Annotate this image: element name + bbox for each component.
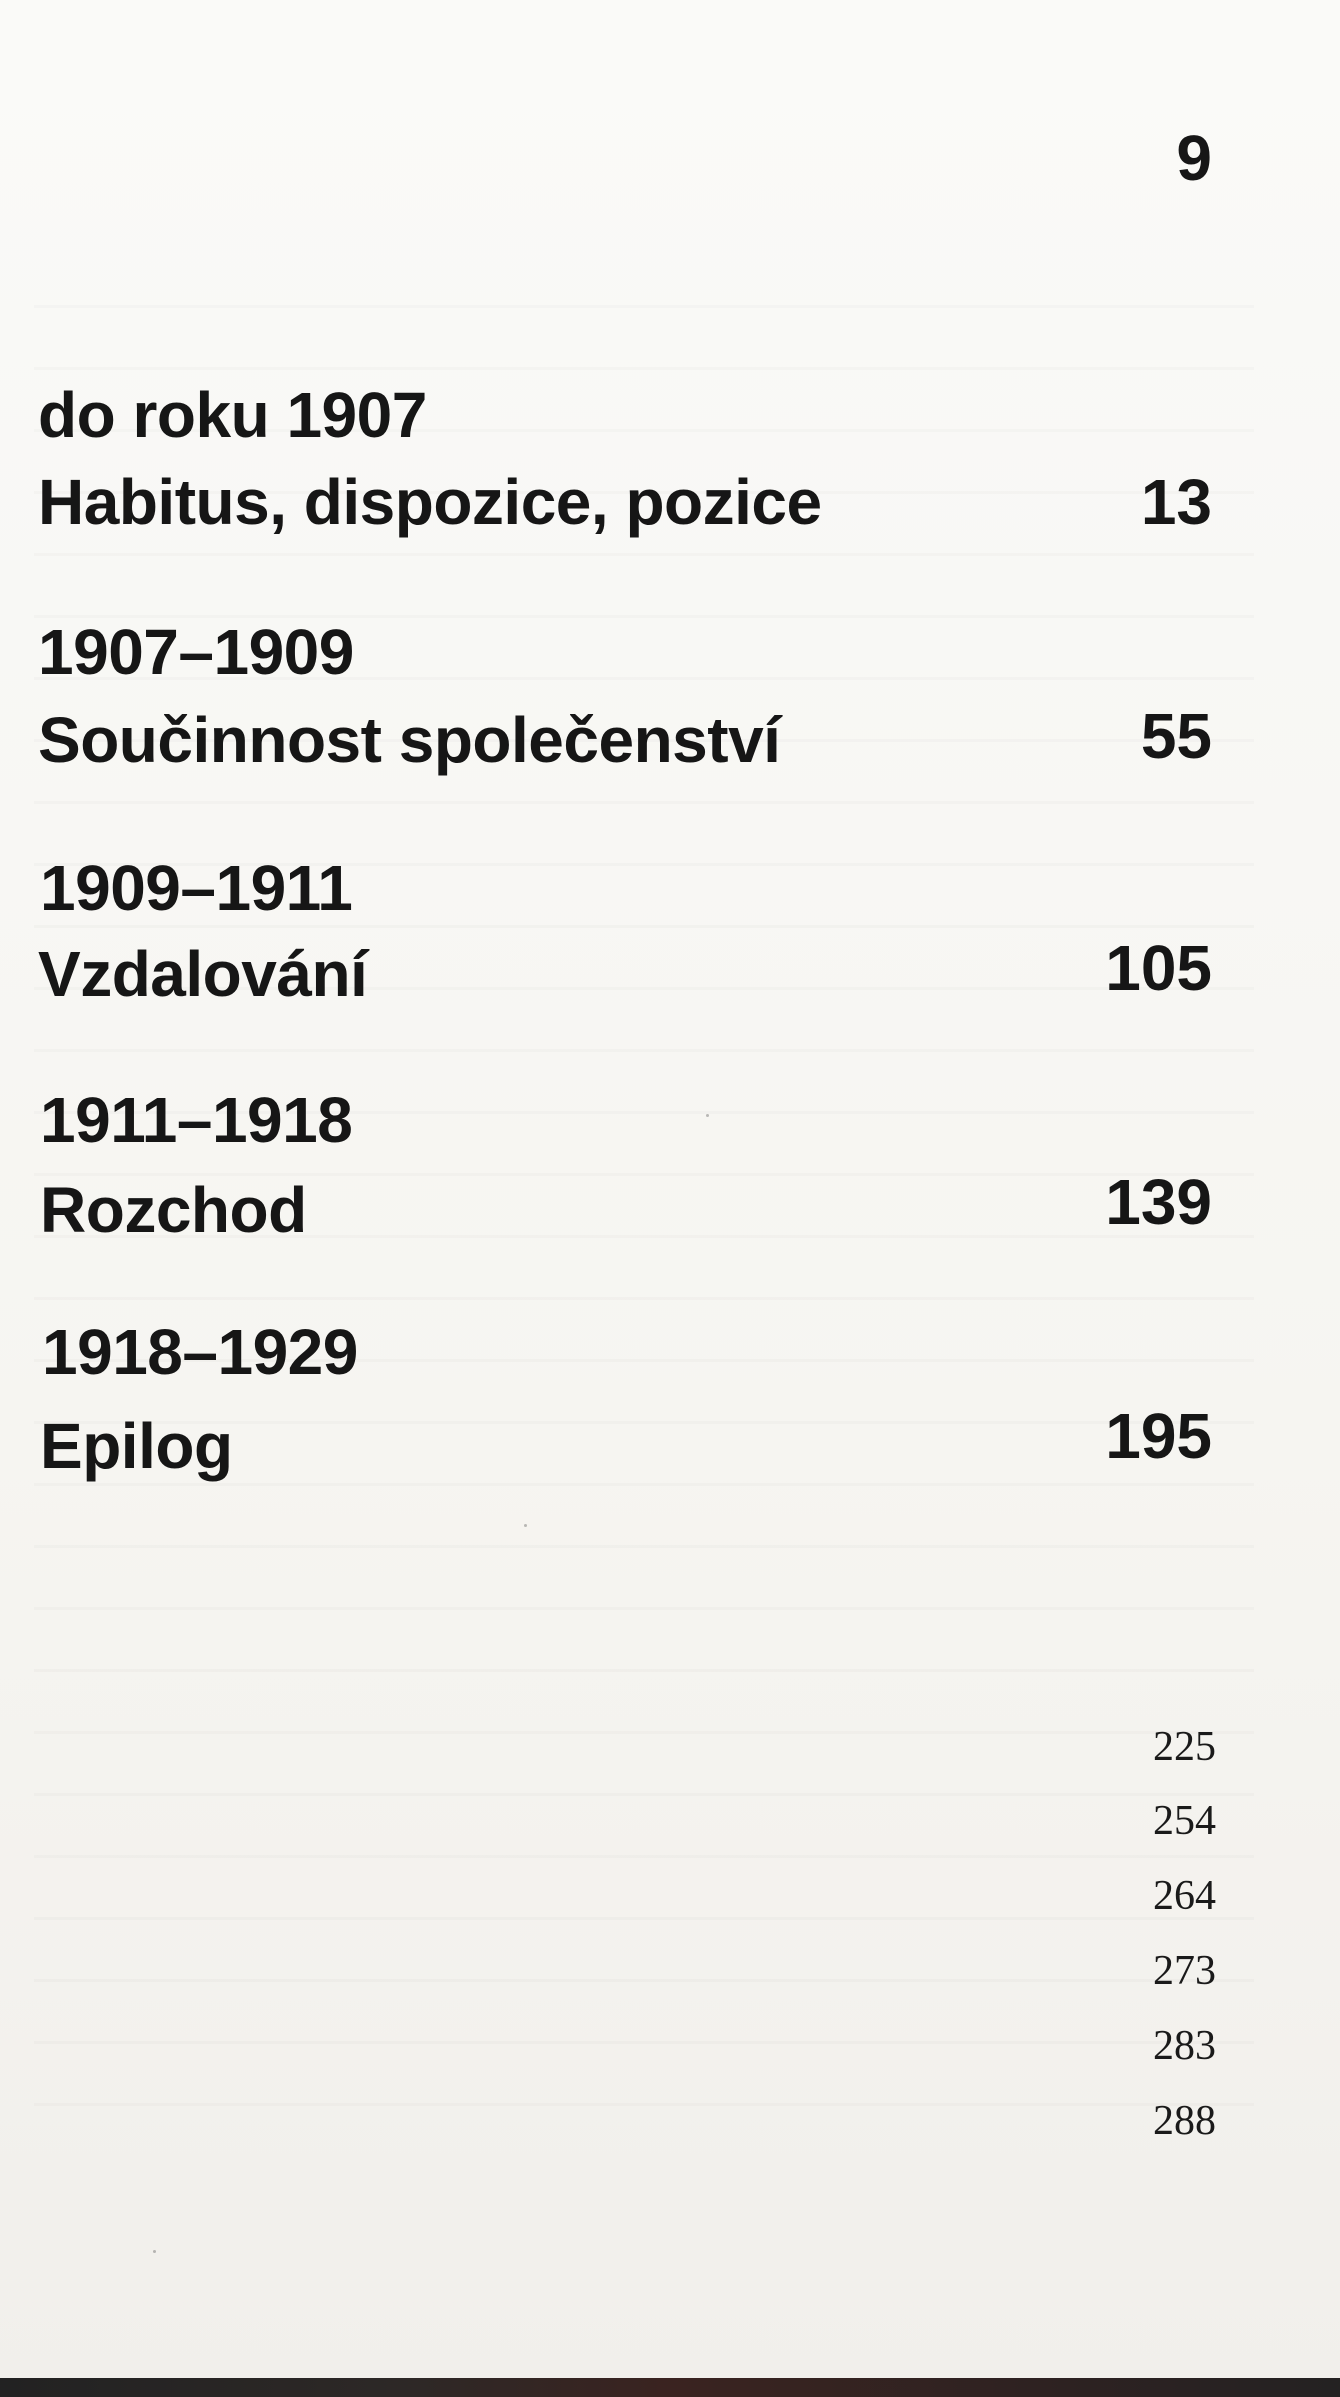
toc-page-number: 55 [1140, 700, 1212, 772]
toc-page-number: 139 [1105, 1166, 1212, 1238]
toc-period: 1909–1911 [40, 852, 353, 924]
toc-page-number: 105 [1105, 932, 1212, 1004]
toc-period: 1907–1909 [38, 616, 354, 688]
toc-page-number: 13 [1140, 466, 1212, 538]
back-matter-page-number: 264 [1153, 1873, 1216, 1919]
paper-speck [153, 2250, 156, 2253]
back-matter-page-number: 254 [1153, 1798, 1216, 1844]
toc-period: 1918–1929 [42, 1316, 358, 1388]
back-matter-page-number: 288 [1153, 2098, 1216, 2144]
back-matter-page-number: 273 [1153, 1948, 1216, 1994]
back-matter-page-number: 225 [1153, 1724, 1216, 1770]
toc-page-number: 195 [1105, 1400, 1212, 1472]
page-bottom-edge [0, 2378, 1340, 2397]
paper-speck [524, 1524, 527, 1527]
toc-chapter-title: Rozchod [40, 1174, 307, 1246]
toc-chapter-title: Součinnost společenství [38, 704, 781, 776]
toc-chapter-title: Habitus, dispozice, pozice [38, 466, 822, 538]
toc-period: do roku 1907 [38, 379, 427, 451]
toc-period: 1911–1918 [40, 1084, 353, 1156]
toc-first-page-number: 9 [1176, 122, 1212, 194]
back-matter-page-number: 283 [1153, 2023, 1216, 2069]
toc-chapter-title: Vzdalování [38, 938, 368, 1010]
paper-speck [706, 1114, 709, 1117]
toc-chapter-title: Epilog [40, 1410, 233, 1482]
